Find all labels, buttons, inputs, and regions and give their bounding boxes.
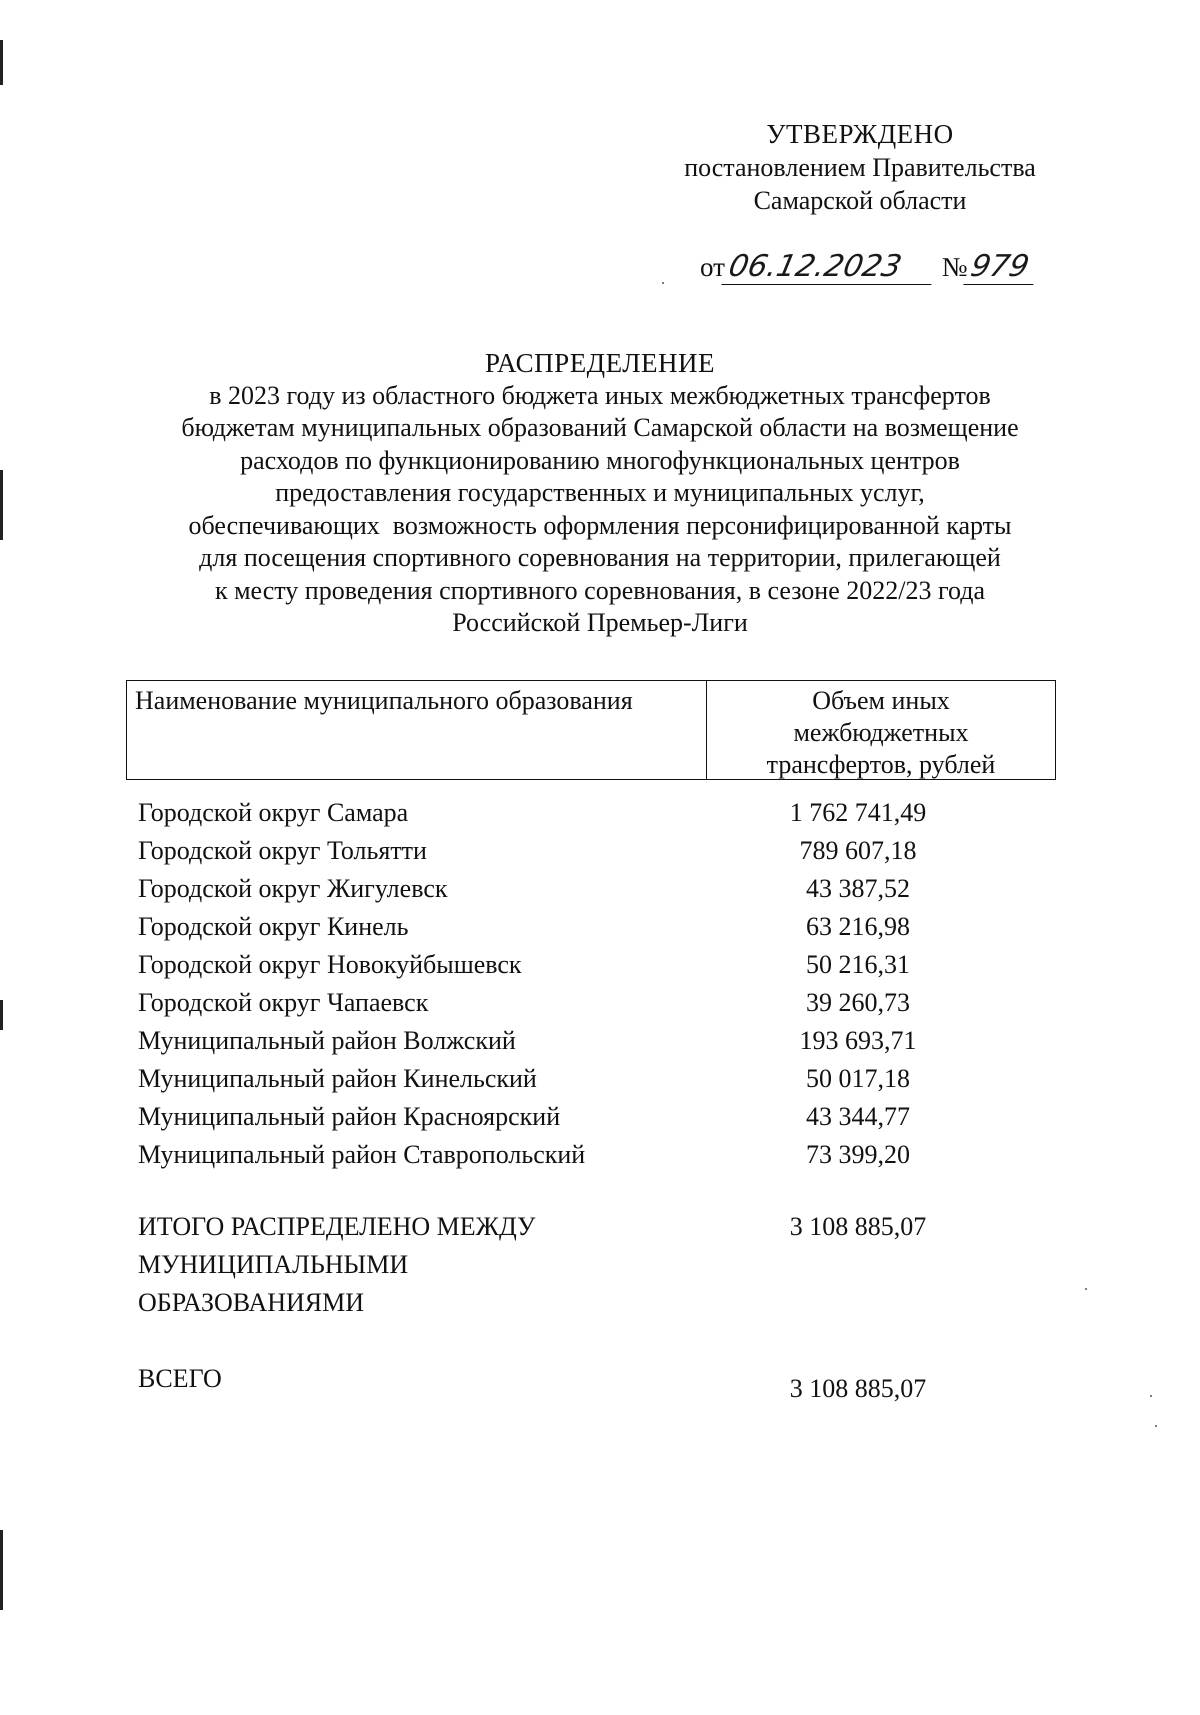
table-row	[138, 986, 1058, 1024]
table-row	[138, 910, 1058, 948]
grand-total-amount: 3 108 885,07	[789, 1374, 927, 1403]
row-amount: 63 216,98	[806, 912, 910, 941]
scan-edge-mark	[0, 1000, 3, 1030]
grand-total-label: ВСЕГО	[138, 1364, 222, 1393]
row-amount: 73 399,20	[806, 1140, 910, 1169]
table-row	[138, 948, 1058, 986]
title-line: обеспечивающих возможность оформления персонифицированной карты	[188, 510, 1012, 540]
approval-region: Самарской области	[753, 186, 967, 215]
title-line: предоставления государственных и муниципальных услуг,	[275, 478, 925, 507]
table-header	[126, 680, 1056, 780]
approval-authority: постановлением Правительства	[684, 153, 1036, 182]
row-amount: 1 762 741,49	[789, 798, 927, 827]
total-label-line: ОБРАЗОВАНИЯМИ	[138, 1288, 365, 1317]
title-line: бюджетам муниципальных образований Самарской области на возмещение	[181, 413, 1019, 442]
row-amount: 193 693,71	[799, 1026, 917, 1055]
row-municipality: Городской округ Жигулевск	[138, 874, 448, 903]
table-body	[138, 796, 1058, 1176]
decree-date-handwritten: 06.12.2023	[721, 250, 938, 285]
row-municipality: Городской округ Тольятти	[138, 836, 427, 865]
title-line: в 2023 году из областного бюджета иных межбюджетных трансфертов	[209, 380, 991, 410]
scan-edge-mark	[0, 470, 3, 540]
total-label-line: МУНИЦИПАЛЬНЫМИ	[138, 1250, 409, 1279]
row-amount: 50 216,31	[806, 950, 910, 979]
row-municipality: Городской округ Новокуйбышевск	[138, 950, 522, 979]
total-amount: 3 108 885,07	[789, 1212, 927, 1241]
row-municipality: Муниципальный район Красноярский	[138, 1102, 561, 1131]
decree-line	[700, 250, 1037, 285]
row-amount: 43 387,52	[806, 874, 910, 903]
row-amount: 39 260,73	[806, 988, 910, 1017]
row-amount: 50 017,18	[806, 1064, 910, 1093]
approval-stamp: УТВЕРЖДЕНО	[766, 119, 954, 149]
scan-speck	[1085, 1288, 1087, 1290]
header-name-column: Наименование муниципального образования	[127, 681, 707, 779]
table-row	[138, 834, 1058, 872]
row-municipality: Муниципальный район Волжский	[138, 1026, 516, 1055]
table-row	[138, 1062, 1058, 1100]
grand-total-row	[138, 1362, 1058, 1406]
table-row	[138, 872, 1058, 910]
title-heading: РАСПРЕДЕЛЕНИЕ	[484, 348, 716, 378]
row-municipality: Городской округ Самара	[138, 798, 409, 827]
decree-prefix: от	[700, 252, 725, 282]
total-label-line: ИТОГО РАСПРЕДЕЛЕНО МЕЖДУ	[138, 1212, 536, 1241]
header-value-column	[707, 681, 1055, 779]
scan-speck	[1155, 1425, 1157, 1427]
title-line: для посещения спортивного соревнования на территории, прилегающей	[199, 543, 1001, 572]
approval-block	[640, 118, 1080, 217]
row-municipality: Муниципальный район Кинельский	[138, 1064, 537, 1093]
row-municipality: Муниципальный район Ставропольский	[138, 1140, 586, 1169]
scan-speck	[662, 282, 664, 284]
header-value-line: межбюджетных	[793, 718, 969, 747]
document-title	[120, 347, 1080, 640]
decree-number-handwritten: 979	[964, 250, 1041, 285]
row-municipality: Городской округ Кинель	[138, 912, 409, 941]
table-row	[138, 1100, 1058, 1138]
header-value-line: Объем иных	[812, 686, 950, 715]
row-amount: 789 607,18	[799, 836, 917, 865]
scan-speck	[1150, 1395, 1152, 1397]
row-amount: 43 344,77	[806, 1102, 910, 1131]
title-line: Российской Премьер-Лиги	[452, 608, 748, 637]
total-row	[138, 1208, 1058, 1322]
decree-number-sign: №	[941, 252, 968, 282]
header-value-line: трансфертов, рублей	[766, 750, 996, 779]
table-row	[138, 796, 1058, 834]
scan-edge-mark	[0, 40, 3, 85]
table-row	[138, 1024, 1058, 1062]
scan-edge-mark	[0, 1530, 3, 1610]
table-row	[138, 1138, 1058, 1176]
title-line: к месту проведения спортивного соревнования, в сезоне 2022/23 года	[214, 575, 986, 605]
total-label	[138, 1208, 638, 1322]
row-municipality: Городской округ Чапаевск	[138, 988, 429, 1017]
title-line: расходов по функционированию многофункциональных центров	[240, 445, 960, 475]
